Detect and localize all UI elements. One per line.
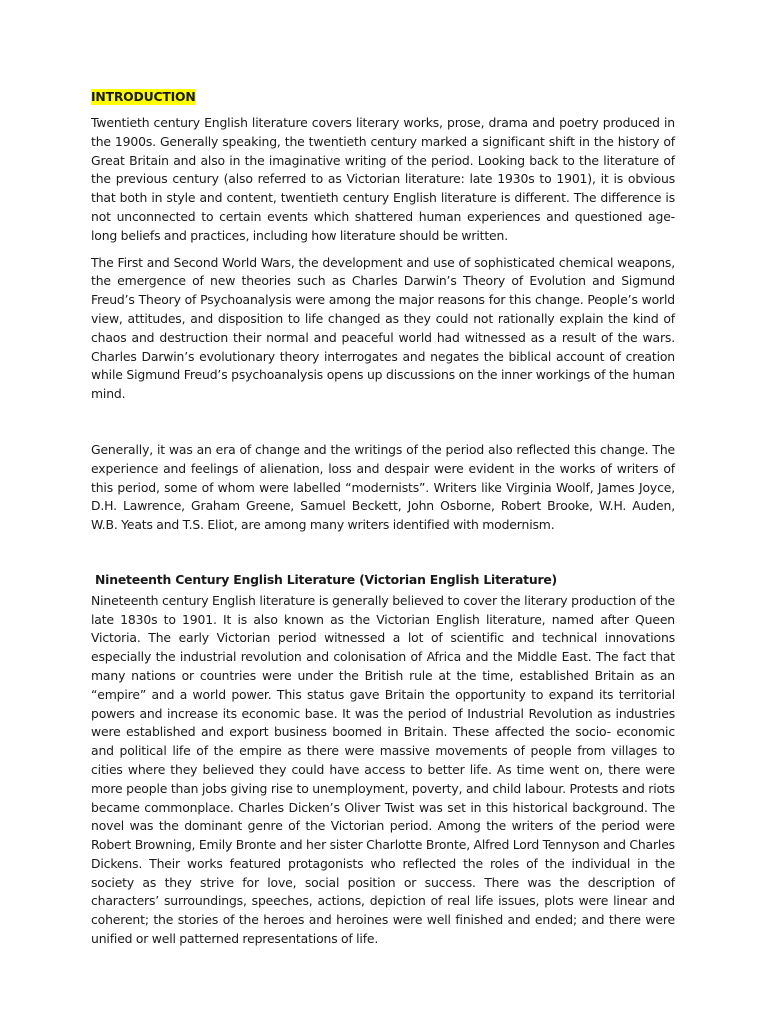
intro-heading: INTRODUCTION — [91, 89, 196, 104]
intro-heading-wrapper — [91, 86, 675, 108]
section-paragraph: Nineteenth century English literature is generally believed to cover the literary production of the late 1830s to 1901. It is also known as the Victorian English literature, named after Queen Victoria. The early Victorian period witnessed a lot of scientific and technical innovations especially the industrial revolution and colonisation of Africa and the Middle East. The fact that many nations or countries were under the British rule at the time, established Britain as an “empire” and a world power. This status gave Britain the opportunity to expand its territorial powers and increase its economic base. It was the period of Industrial Revolution as industries were established and export business boomed in Britain. These affected the socio- economic and political life of the empire as there were massive movements of people from villages to cities where they believed they could have access to better life. As time went on, there were more people than jobs giving rise to unemployment, poverty, and child labour. Protests and riots became commonplace. Charles Dicken’s Oliver Twist was set in this historical background. The novel was the dominant genre of the Victorian period. Among the writers of the period were Robert Browning, Emily Bronte and her sister Charlotte Bronte, Alfred Lord Tennyson and Charles Dickens. Their works featured protagonists who reflected the roles of the individual in the society as they strive for love, social position or success. There was the description of characters’ surroundings, speeches, actions, depiction of real life issues, plots were linear and coherent; the stories of the heroes and heroines were well finished and ended; and there were unified or well patterned representations of life. — [91, 592, 675, 947]
intro-paragraph-3: Generally, it was an era of change and the writings of the period also reflected this change. The experience and feelings of alienation, loss and despair were evident in the works of writers of this period, some of whom were labelled “modernists”. Writers like Virginia Woolf, James Joyce, D.H. Lawrence, Graham Greene, Samuel Beckett, John Osborne, Robert Brooke, W.H. Auden, W.B. Yeats and T.S. Eliot, are among many writers identified with modernism. — [91, 441, 675, 533]
section-heading: Nineteenth Century English Literature (Victorian English Literature) — [95, 571, 558, 587]
document-page — [91, 86, 675, 949]
intro-paragraph-1: Twentieth century English literature covers literary works, prose, drama and poetry produced in the 1900s. Generally speaking, the twentieth century marked a significant shift in the history of Great Britain and also in the imaginative writing of the period. Looking back to the literature of the previous century (also referred to as Victorian literature: late 1930s to 1901), it is obvious that both in style and content, twentieth century English literature is different. The difference is not unconnected to certain events which shattered human experiences and questioned age-long beliefs and practices, including how literature should be written. — [91, 115, 675, 243]
intro-paragraph-2: The First and Second World Wars, the development and use of sophisticated chemical weapons, the emergence of new theories such as Charles Darwin’s Theory of Evolution and Sigmund Freud’s Theory of Psychoanalysis were among the major reasons for this change. People’s world view, attitudes, and disposition to life changed as they could not rationally explain the kind of chaos and destruction their normal and peaceful world had witnessed as a result of the wars. Charles Darwin’s evolutionary theory interrogates and negates the biblical account of creation while Sigmund Freud’s psychoanalysis opens up discussions on the inner workings of the human mind. — [91, 254, 675, 402]
